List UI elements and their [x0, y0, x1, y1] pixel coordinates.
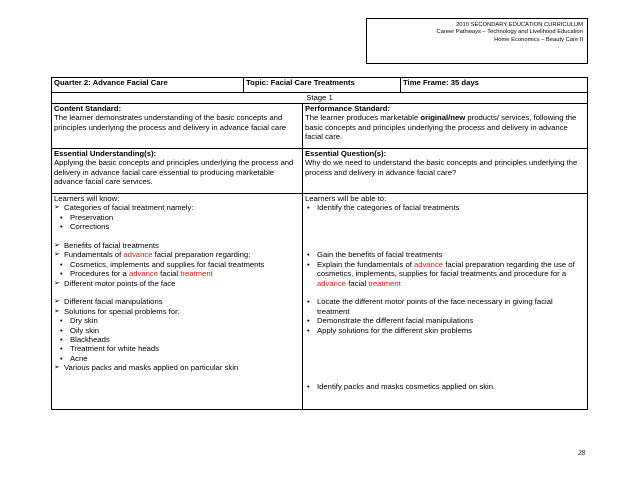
- know-intro: Learners will know:: [54, 194, 120, 203]
- essential-question-text: Why do we need to understand the basic concepts and principles underlying the process and delivery in advance facial care?: [305, 158, 578, 177]
- stage-label: Stage 1: [52, 93, 588, 104]
- topic-cell: Topic: Facial Care Treatments: [244, 78, 401, 93]
- list-item: • Oily skin: [54, 326, 300, 335]
- learners-will-know-cell: [52, 194, 303, 410]
- list-item: • Demonstrate the different facial manipulations: [305, 316, 585, 325]
- list-item: ➢ Different motor points of the face: [54, 279, 300, 288]
- essential-understanding-cell: [52, 149, 303, 194]
- know-list: [54, 203, 300, 372]
- list-item: • Locate the different motor points of the face necessary in giving facial treatment: [305, 297, 585, 316]
- list-item: ➢ Different facial manipulations: [54, 297, 300, 306]
- list-item: • Dry skin: [54, 316, 300, 325]
- list-item: • Gain the benefits of facial treatments: [305, 250, 585, 259]
- list-item: ➢ Categories of facial treatment namely:: [54, 203, 300, 212]
- standards-row: [52, 104, 588, 149]
- spacer: [305, 354, 585, 363]
- header-line-2: Career Pathways – Technology and Livelihood Education: [436, 29, 583, 36]
- list-item: ➢ Various packs and masks applied on particular skin: [54, 363, 300, 372]
- list-item: • Blackheads: [54, 335, 300, 344]
- performance-standard-text: The learner produces marketable original/new products/ services, following the basic concepts and principles underlying the process and delivery in advance facial care.: [305, 113, 577, 142]
- learners-able-to-cell: [303, 194, 588, 410]
- spacer: [305, 232, 585, 241]
- quarter-cell: Quarter 2: Advance Facial Care: [52, 78, 244, 93]
- list-item: • Corrections: [54, 222, 300, 231]
- content-standard-title: Content Standard:: [54, 104, 122, 113]
- list-item: • Explain the fundamentals of advance facial preparation regarding the use of cosmetics, implements, supplies for facial treatments and procedure for a advance facial treatment: [305, 260, 585, 288]
- stage-row: [52, 93, 588, 104]
- header-line-3: Home Economics – Beauty Care II: [494, 36, 583, 43]
- essential-understanding-text: Applying the basic concepts and principles underlying the process and delivery in advance facial care essential to producing marketable advance facial care services.: [54, 158, 294, 187]
- list-item: ➢ Benefits of facial treatments: [54, 241, 300, 250]
- performance-standard-title: Performance Standard:: [305, 104, 391, 113]
- spacer: [305, 344, 585, 353]
- spacer: [305, 373, 585, 382]
- page-number: 28: [578, 449, 585, 457]
- essential-understanding-title: Essential Understanding(s):: [54, 149, 157, 158]
- list-item: ➢ Solutions for special problems for:: [54, 307, 300, 316]
- content-standard-cell: [52, 104, 303, 149]
- essential-question-title: Essential Question(s):: [305, 149, 387, 158]
- list-item: • Apply solutions for the different skin problems: [305, 326, 585, 335]
- list-item: • Identify packs and masks cosmetics applied on skin.: [305, 382, 585, 391]
- quarter-row: [52, 78, 588, 93]
- list-item: • Acne: [54, 354, 300, 363]
- performance-standard-cell: [303, 104, 588, 149]
- spacer: [305, 363, 585, 372]
- list-item: • Procedures for a advance facial treatment: [54, 269, 300, 278]
- essential-question-cell: [303, 149, 588, 194]
- able-list: [305, 203, 585, 391]
- list-item: • Identify the categories of facial treatments: [305, 203, 585, 212]
- spacer: [305, 241, 585, 250]
- time-frame-cell: Time Frame: 35 days: [401, 78, 588, 93]
- learners-row: [52, 194, 588, 410]
- spacer: [54, 232, 300, 241]
- content-standard-text: The learner demonstrates understanding of the basic concepts and principles underlying the process and delivery in advance facial care: [54, 113, 287, 132]
- spacer: [305, 335, 585, 344]
- essential-row: [52, 149, 588, 194]
- list-item: • Cosmetics, implements and supplies for facial treatments: [54, 260, 300, 269]
- list-item: • Treatment for white heads: [54, 344, 300, 353]
- spacer: [305, 213, 585, 222]
- list-item: ➢ Fundamentals of advance facial preparation regarding:: [54, 250, 300, 259]
- curriculum-header: [366, 18, 588, 64]
- spacer: [305, 222, 585, 231]
- header-line-1: 2010 SECONDARY EDUCATION CURRICULUM: [456, 22, 583, 28]
- able-intro: Learners will be able to:: [305, 194, 387, 203]
- list-item: • Preservation: [54, 213, 300, 222]
- spacer: [305, 288, 585, 297]
- curriculum-table: [51, 77, 588, 410]
- spacer: [54, 288, 300, 297]
